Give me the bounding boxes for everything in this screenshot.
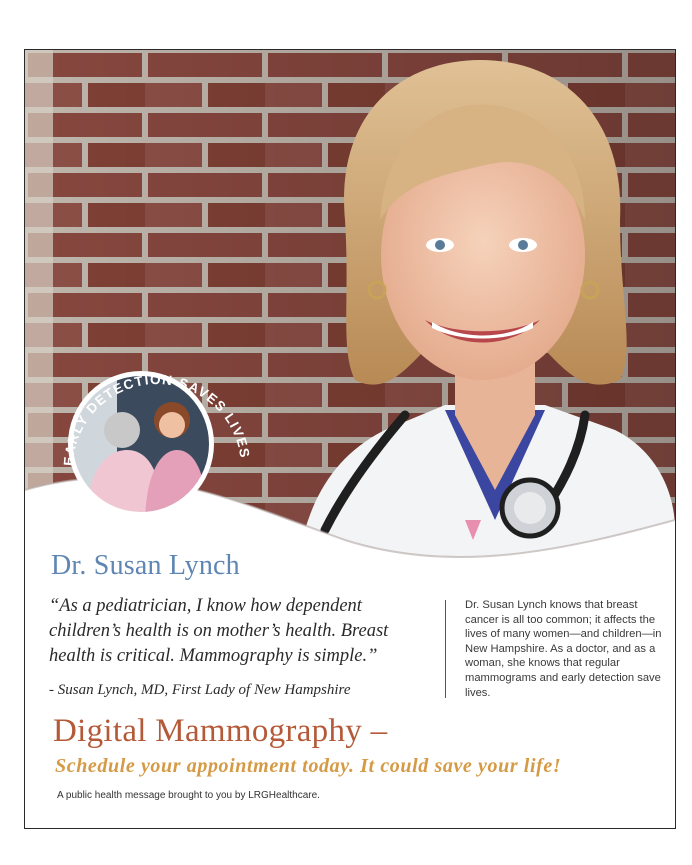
footer-note: A public health message brought to you by LRGHealthcare.: [57, 790, 320, 801]
quote-text: “As a pediatrician, I know how dependent children’s health is on mother’s health. Breast health is critical. Mammography is simple.”: [49, 596, 389, 666]
subheadline: Schedule your appointment today. It could save your life!: [55, 755, 562, 777]
column-divider: [445, 600, 446, 698]
quote-attribution: - Susan Lynch, MD, First Lady of New Hampshire: [49, 682, 351, 698]
sidebar-paragraph: Dr. Susan Lynch knows that breast cancer is all too common; it affects the lives of many women—and children—in New Hampshire. As a doctor, and as a woman, she knows that regular mammograms and early detection save lives.: [465, 599, 662, 699]
headline: Digital Mammography –: [53, 713, 388, 749]
svg-text:EARLY DETECTION SAVES LIVES: [61, 372, 253, 466]
early-detection-badge: [47, 348, 267, 568]
badge-arc-label: EARLY DETECTION SAVES LIVES: [60, 371, 253, 467]
doctor-name: Dr. Susan Lynch: [51, 550, 240, 581]
advertisement-frame: [24, 49, 676, 829]
